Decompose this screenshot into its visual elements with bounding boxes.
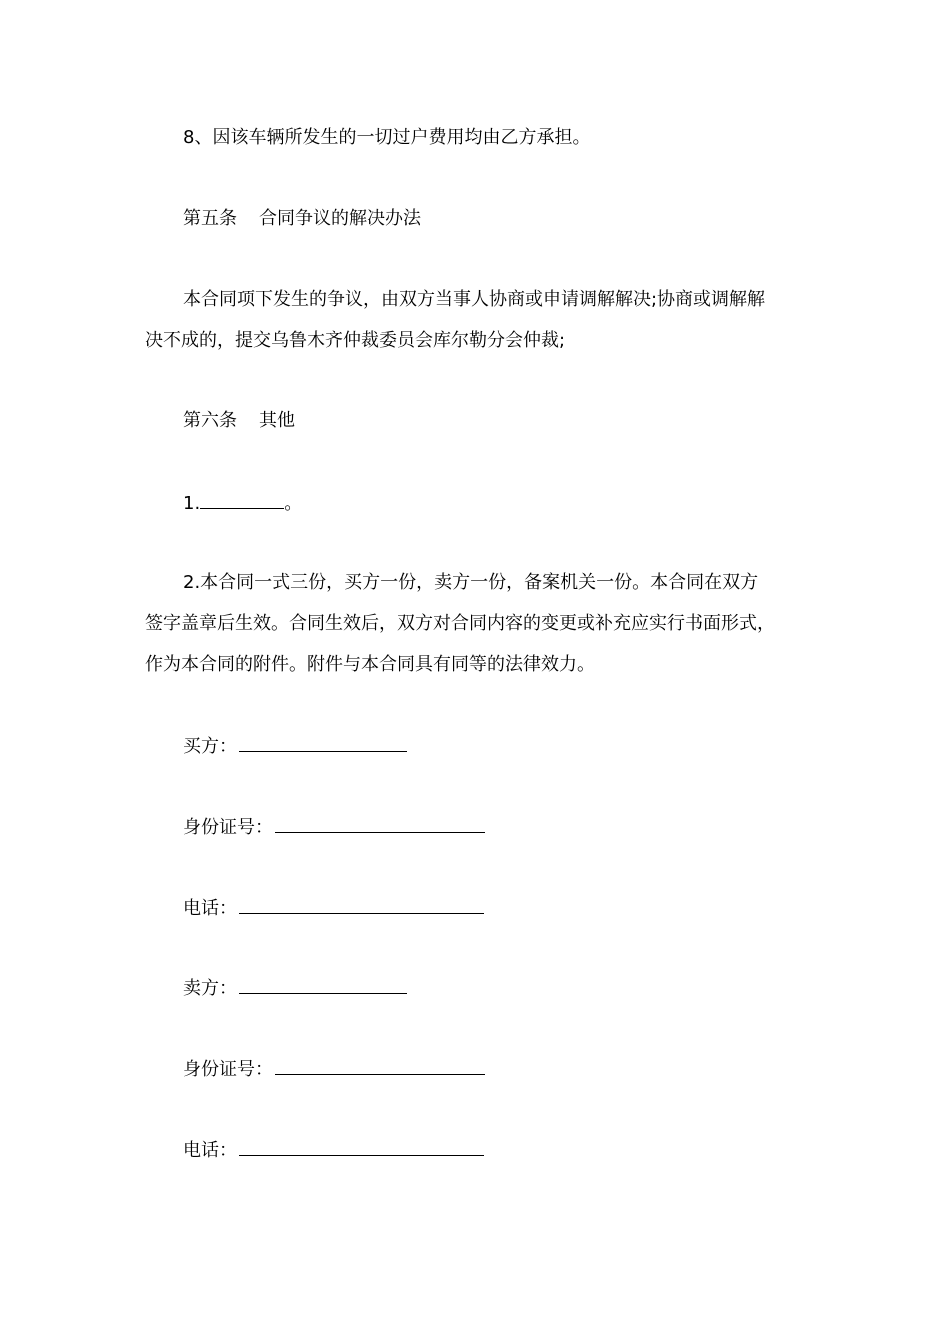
- item-1-blank-line: [200, 492, 284, 509]
- clause-item-8: [183, 128, 843, 148]
- buyer-phone-line: [183, 897, 843, 919]
- article-5-body: [145, 290, 805, 372]
- seller-id-blank-line: [275, 1058, 485, 1075]
- buyer-phone-label: 电话：: [183, 898, 237, 919]
- article-6-number: 第六条: [183, 410, 237, 431]
- buyer-label: 买方：: [183, 736, 237, 757]
- buyer-id-blank-line: [275, 816, 485, 833]
- article-5-heading: [183, 209, 843, 229]
- article-6-item-2-line: 签字盖章后生效。合同生效后，双方对合同内容的变更或补充应实行书面形式，: [145, 613, 775, 634]
- buyer-phone-blank-line: [239, 897, 484, 914]
- article-6-item-1-suffix: 。: [284, 493, 303, 514]
- article-6-item-2-line: 2.本合同一式三份，买方一份，卖方一份，备案机关一份。本合同在双方: [183, 572, 759, 593]
- seller-label: 卖方：: [183, 978, 237, 999]
- buyer-blank-line: [239, 735, 407, 752]
- seller-phone-label: 电话：: [183, 1140, 237, 1161]
- article-6-item-1: [183, 492, 843, 514]
- seller-blank-line: [239, 977, 407, 994]
- article-5-title: 合同争议的解决办法: [259, 208, 421, 229]
- article-6-item-2: [145, 573, 805, 696]
- article-6-item-1-prefix: 1.: [183, 493, 201, 514]
- seller-phone-blank-line: [239, 1139, 484, 1156]
- article-6-item-2-line: 作为本合同的附件。附件与本合同具有同等的法律效力。: [145, 654, 595, 675]
- article-5-body-line: 本合同项下发生的争议，由双方当事人协商或申请调解解决;协商或调解解: [183, 289, 766, 310]
- seller-id-line: [183, 1058, 843, 1080]
- article-5-body-line: 决不成的，提交乌鲁木齐仲裁委员会库尔勒分会仲裁;: [145, 330, 566, 351]
- seller-id-label: 身份证号：: [183, 1059, 273, 1080]
- clause-item-8-text: 8、因该车辆所发生的一切过户费用均由乙方承担。: [183, 127, 591, 148]
- seller-phone-line: [183, 1139, 843, 1161]
- article-6-heading: [183, 411, 843, 431]
- buyer-signature-line: [183, 735, 843, 757]
- buyer-id-line: [183, 816, 843, 838]
- buyer-id-label: 身份证号：: [183, 817, 273, 838]
- article-5-number: 第五条: [183, 208, 237, 229]
- seller-signature-line: [183, 977, 843, 999]
- article-6-title: 其他: [259, 410, 295, 431]
